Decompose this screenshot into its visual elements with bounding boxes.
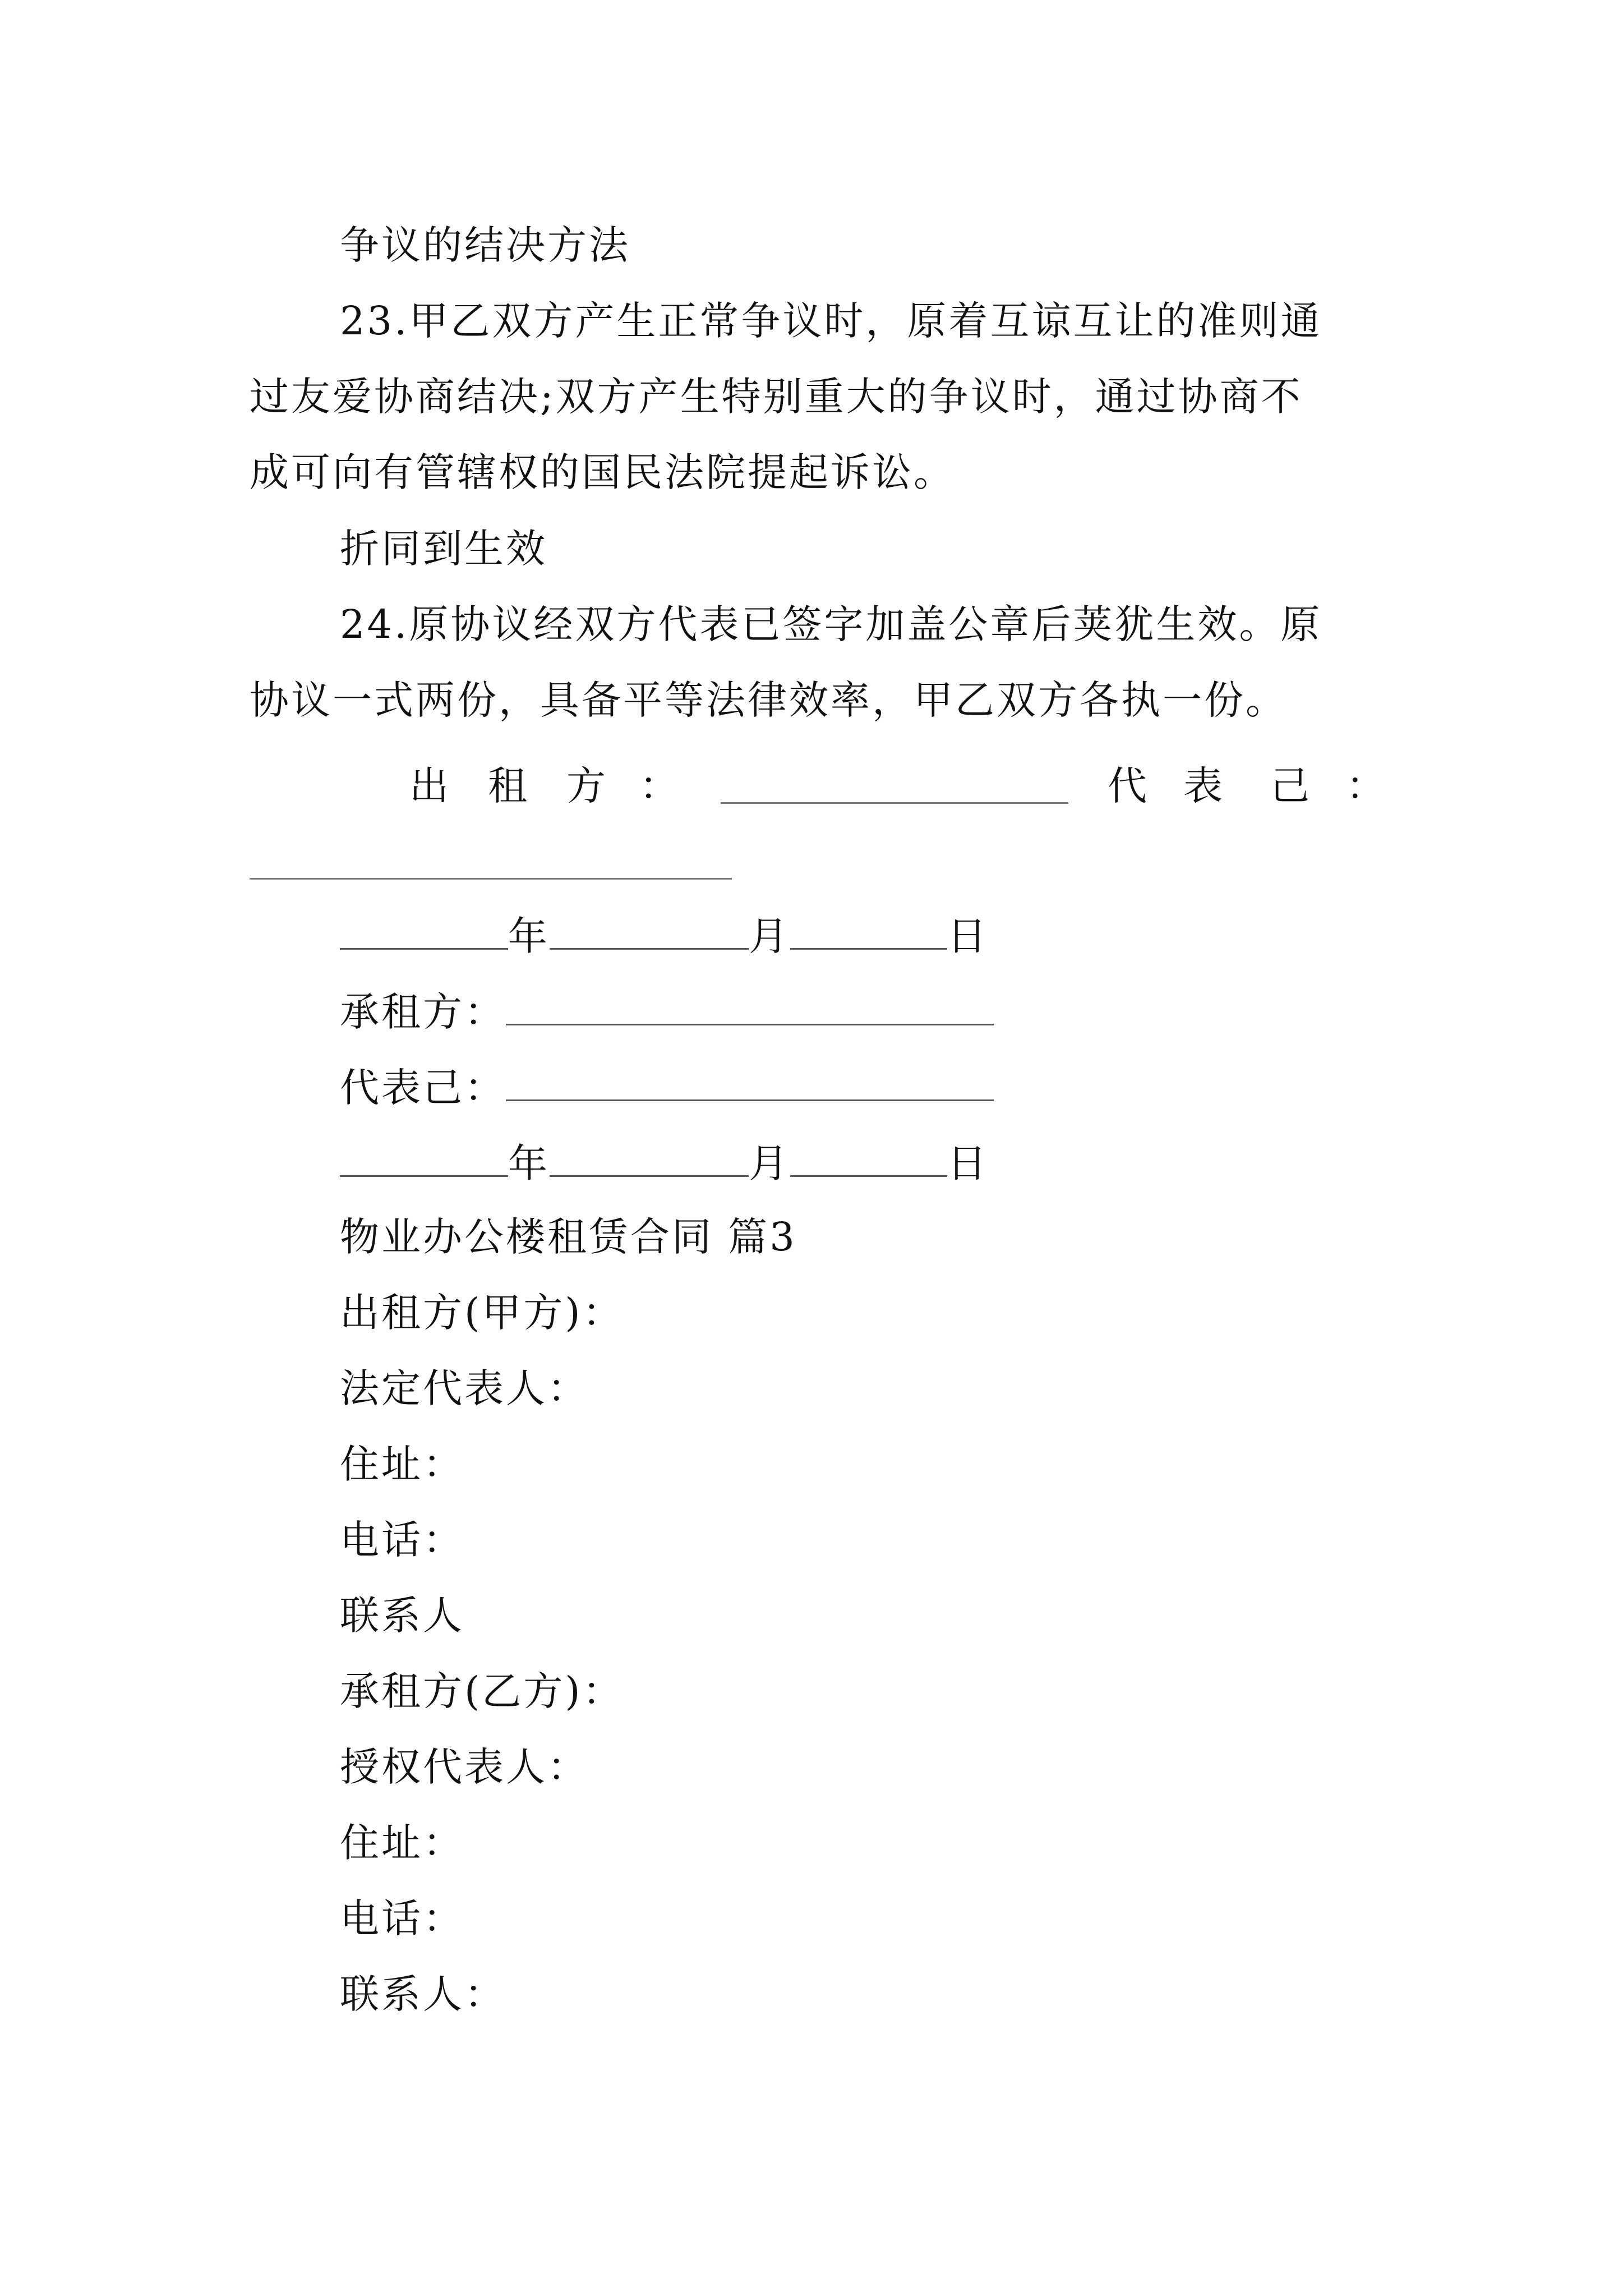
year-blank bbox=[340, 1142, 508, 1177]
year-label: 年 bbox=[508, 913, 550, 959]
representative-row bbox=[340, 1065, 994, 1111]
clause-23-line-3: 成可向有管辖权的国民法院提起诉讼。 bbox=[250, 449, 955, 495]
day-label: 日 bbox=[947, 1140, 989, 1186]
month-blank bbox=[550, 914, 749, 950]
tenant-row bbox=[340, 989, 994, 1035]
lessor-field: 出租方(甲方)： bbox=[340, 1290, 624, 1336]
sign-char: 租 bbox=[488, 763, 527, 809]
legal-representative-field: 法定代表人： bbox=[340, 1365, 589, 1411]
section-heading-dispute: 争议的结决方法 bbox=[340, 222, 630, 268]
month-label: 月 bbox=[749, 913, 790, 959]
lessor-contact-field: 联系人 bbox=[340, 1593, 464, 1639]
clause-24-line-2: 协议一式两份，具备平等法律效率，甲乙双方各执一份。 bbox=[250, 677, 1287, 723]
lessor-signature-line bbox=[721, 802, 1068, 804]
sign-char: 己 bbox=[1270, 763, 1310, 809]
clause-24-line-1: 24.原协议经双方代表已签字加盖公章后荚犹生效。原 bbox=[340, 601, 1322, 647]
lessee-address-field: 住址： bbox=[340, 1820, 464, 1866]
lessee-field: 承租方(乙方)： bbox=[340, 1668, 624, 1714]
lessee-phone-field: 电话： bbox=[340, 1895, 464, 1941]
year-label: 年 bbox=[508, 1140, 550, 1186]
day-blank bbox=[790, 1142, 947, 1177]
day-blank bbox=[790, 914, 947, 950]
representative-label: 代表己： bbox=[340, 1065, 506, 1111]
lessor-phone-field: 电话： bbox=[340, 1517, 464, 1563]
sign-char: 出 bbox=[409, 763, 449, 809]
date-row-1 bbox=[340, 913, 989, 959]
sign-char: 表 bbox=[1183, 763, 1223, 809]
representative-blank bbox=[506, 1066, 994, 1101]
representative-signature-line bbox=[250, 878, 732, 880]
sign-char: 方 bbox=[566, 763, 606, 809]
day-label: 日 bbox=[947, 913, 989, 959]
month-blank bbox=[550, 1142, 749, 1177]
tenant-label: 承租方： bbox=[340, 989, 506, 1035]
clause-23-line-1: 23.甲乙双方产生正常争议时，原着互谅互让的准则通 bbox=[340, 298, 1322, 344]
section-heading-effective: 折同到生效 bbox=[340, 526, 547, 572]
tenant-blank bbox=[506, 990, 994, 1025]
month-label: 月 bbox=[749, 1140, 790, 1186]
sign-char: ： bbox=[1346, 763, 1385, 809]
year-blank bbox=[340, 914, 508, 950]
clause-23-line-2: 过友爱协商结决;双方产生特别重大的争议时，通过协商不 bbox=[250, 374, 1303, 420]
date-row-2 bbox=[340, 1140, 989, 1186]
authorized-representative-field: 授权代表人： bbox=[340, 1744, 589, 1790]
sign-char: 代 bbox=[1108, 763, 1147, 809]
lessee-contact-field: 联系人： bbox=[340, 1971, 506, 2017]
contract-heading: 物业办公楼租赁合同 篇3 bbox=[340, 1214, 797, 1260]
sign-char: ： bbox=[639, 763, 679, 809]
lessor-address-field: 住址： bbox=[340, 1441, 464, 1487]
